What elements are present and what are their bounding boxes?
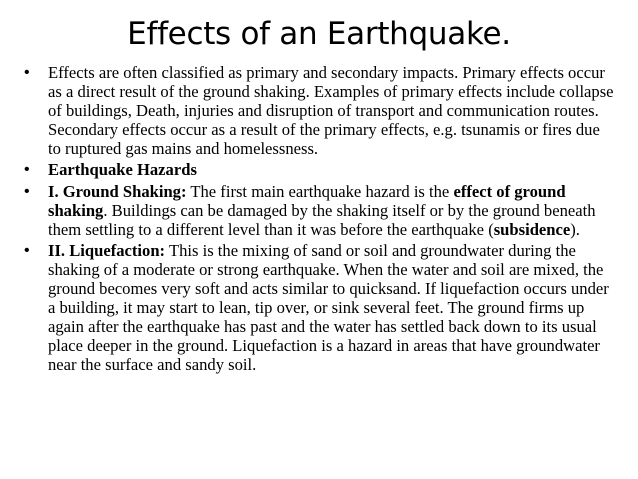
subsidence-bold: subsidence: [493, 219, 571, 239]
ground-shaking-text-1: The first main earthquake hazard is the: [186, 181, 454, 201]
effect-of-ground-shaking-bold: effect of ground shaking: [48, 181, 566, 220]
bullet-effects: [24, 63, 614, 158]
liquefaction-heading: II. Liquefaction:: [48, 240, 166, 260]
bullet-effects-text: Effects are often classified as primary and secondary impacts. Primary effects occur as a direct result of the ground shaking. Examples of primary effects include collapse of buildings, Death, injuries and disruption of transport and communication routes. Secondary effects occur as a result of the primary effects, e.g. tsunamis or fires due to ruptured gas mains and homelessness.: [48, 63, 614, 159]
bullet-dot-icon: •: [24, 161, 30, 179]
bullet-liquefaction: [24, 241, 614, 375]
ground-shaking-text-2: . Buildings can be damaged by the shaking itself or by the ground beneath them settling to a different level than it was before the earthquake (: [48, 200, 596, 239]
bullet-earthquake-hazards: [24, 160, 614, 179]
liquefaction-text: This is the mixing of sand or soil and groundwater during the shaking of a moderate or strong earthquake. When the water and soil are mixed, the ground becomes very soft and acts similar to quicksand. If liquefaction occurs under a building, it may start to lean, tip over, or sink several feet. The ground firms up again after the earthquake has past and the water has settled back down to its usual place deeper in the ground. Liquefaction is a hazard in areas that have groundwater near the surface and sandy soil.: [48, 240, 609, 375]
bullet-dot-icon: •: [24, 64, 30, 81]
ground-shaking-heading: I. Ground Shaking:: [48, 181, 187, 201]
ground-shaking-text-3: ).: [570, 219, 580, 239]
slide-title: Effects of an Earthquake.: [127, 16, 511, 52]
bullet-dot-icon: •: [24, 241, 30, 259]
bullet-dot-icon: •: [24, 182, 30, 200]
earthquake-hazards-heading: Earthquake Hazards: [48, 160, 197, 180]
bullet-ground-shaking: [24, 182, 614, 239]
bullet-list: [24, 63, 614, 377]
